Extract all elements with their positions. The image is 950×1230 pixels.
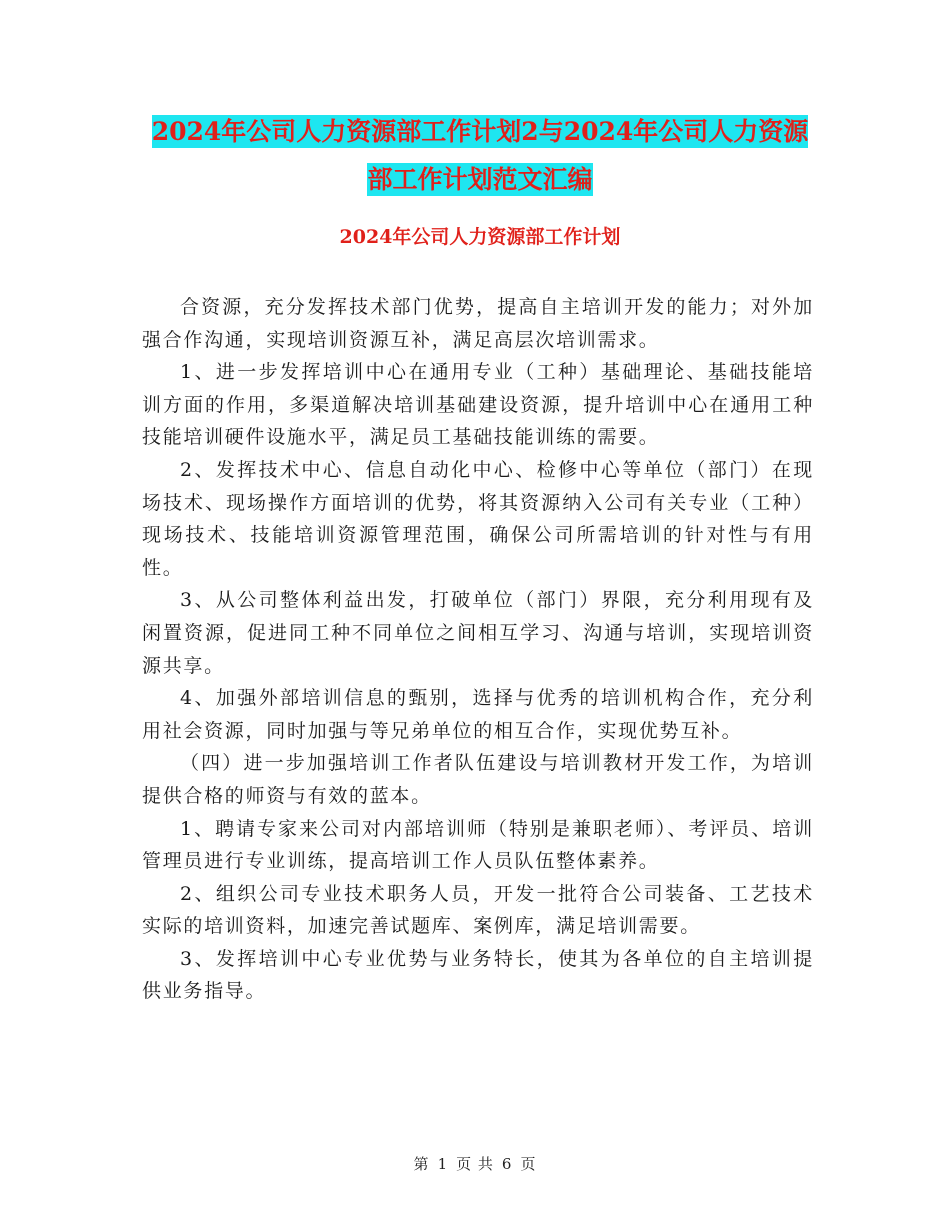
paragraph: 合资源，充分发挥技术部门优势，提高自主培训开发的能力；对外加强合作沟通，实现培训资源互补，满足高层次培训需求。 [142,296,814,351]
footer-prefix: 第 [413,1155,430,1173]
paragraph: 1、聘请专家来公司对内部培训师（特别是兼职老师）、考评员、培训管理员进行专业训练，提高培训工作人员队伍整体素养。 [142,817,814,873]
section-title: 2024年公司人力资源部工作计划 [339,226,621,248]
paragraph: 2、发挥技术中心、信息自动化中心、检修中心等单位（部门）在现场技术、现场操作方面培训的优势，将其资源纳入公司有关专业（工种）现场技术、技能培训资源管理范围，确保公司所需培训的针对性与有用性。 [142,458,814,579]
document-title-text: 2024年公司人力资源部工作计划2与2024年公司人力资源部工作计划范文汇编 [151,117,809,194]
footer-total-pages: 6 [501,1155,513,1173]
paragraph: 2、组织公司专业技术职务人员，开发一批符合公司装备、工艺技术实际的培训资料，加速完善试题库、案例库，满足培训需要。 [142,882,814,938]
footer-page-number: 1 [437,1155,449,1173]
document-title [140,108,820,204]
paragraph: 3、发挥培训中心专业优势与业务特长，使其为各单位的自主培训提供业务指导。 [142,947,814,1003]
footer-middle: 页 共 [456,1155,494,1173]
page-footer [0,1153,950,1174]
document-body [142,291,814,1008]
paragraph: 4、加强外部培训信息的甄别，选择与优秀的培训机构合作，充分利用社会资源，同时加强与等兄弟单位的相互合作，实现优势互补。 [142,687,814,742]
footer-suffix: 页 [520,1155,537,1173]
paragraph: 1、进一步发挥培训中心在通用专业（工种）基础理论、基础技能培训方面的作用，多渠道解决培训基础建设资源，提升培训中心在通用工种技能培训硬件设施水平，满足员工基础技能训练的需要。 [142,361,814,449]
paragraph: 3、从公司整体利益出发，打破单位（部门）界限，充分利用现有及闲置资源，促进同工种不同单位之间相互学习、沟通与培训，实现培训资源共享。 [142,589,814,677]
paragraph: （四）进一步加强培训工作者队伍建设与培训教材开发工作，为培训提供合格的师资与有效的蓝本。 [142,752,814,807]
